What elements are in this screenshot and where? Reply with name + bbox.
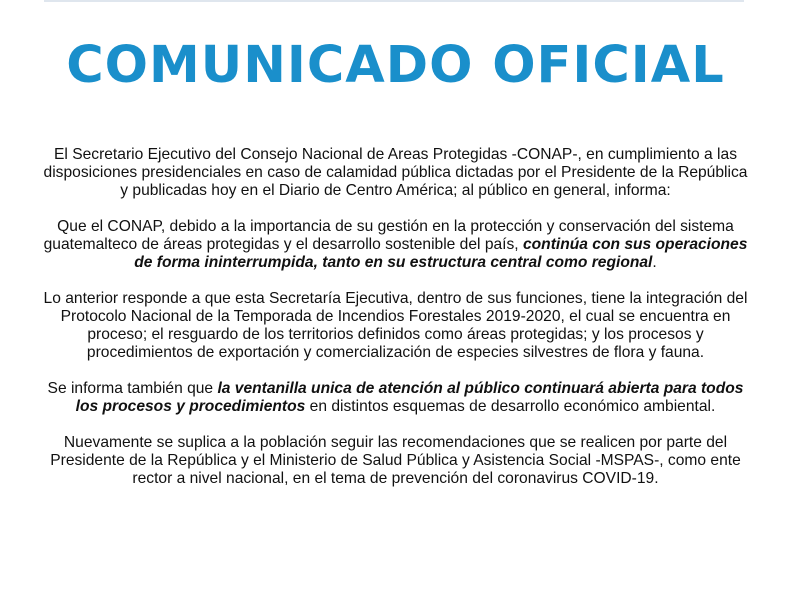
paragraph-operations <box>40 218 751 272</box>
top-divider <box>44 0 744 2</box>
paragraph-service-window-end: en distintos esquemas de desarrollo económico ambiental. <box>305 398 716 415</box>
paragraph-operations-emphasis: continúa con sus operaciones de forma ininterrumpida, tanto en su estructura central como regional <box>134 236 748 271</box>
paragraph-functions: Lo anterior responde a que esta Secretaría Ejecutiva, dentro de sus funciones, tiene la integración del Protocolo Nacional de la Temporada de Incendios Forestales 2019-2020, el cual se encuentra en proceso; el resguardo de los territorios definidos como áreas protegidas; y los procesos y procedimientos de exportación y comercialización de especies silvestres de flora y fauna. <box>43 290 748 361</box>
paragraph-operations-end: . <box>652 254 657 271</box>
paragraph-service-window <box>40 380 751 416</box>
paragraph-recommendations: Nuevamente se suplica a la población seguir las recomendaciones que se realicen por parte del Presidente de la República y el Ministerio de Salud Pública y Asistencia Social -MSPAS-, como ente rector a nivel nacional, en el tema de prevención del coronavirus COVID-19. <box>50 434 741 487</box>
paragraph-service-window-emphasis: la ventanilla unica de atención al público continuará abierta para todos los procesos y procedimientos <box>75 380 744 415</box>
paragraph-operations-start: Que el CONAP, debido a la importancia de su gestión en la protección y conservación del sistema guatemalteco de áreas protegidas y el desarrollo sostenible del país, <box>43 218 734 253</box>
paragraph-intro: El Secretario Ejecutivo del Consejo Nacional de Areas Protegidas -CONAP-, en cumplimiento a las disposiciones presidenciales en caso de calamidad pública dictadas por el Presidente de la República y publicadas hoy en el Diario de Centro América; al público en general, informa: <box>43 146 748 199</box>
page-title: COMUNICADO OFICIAL <box>66 36 725 95</box>
communique-body <box>40 146 751 506</box>
paragraph-service-window-start: Se informa también que <box>47 380 218 397</box>
